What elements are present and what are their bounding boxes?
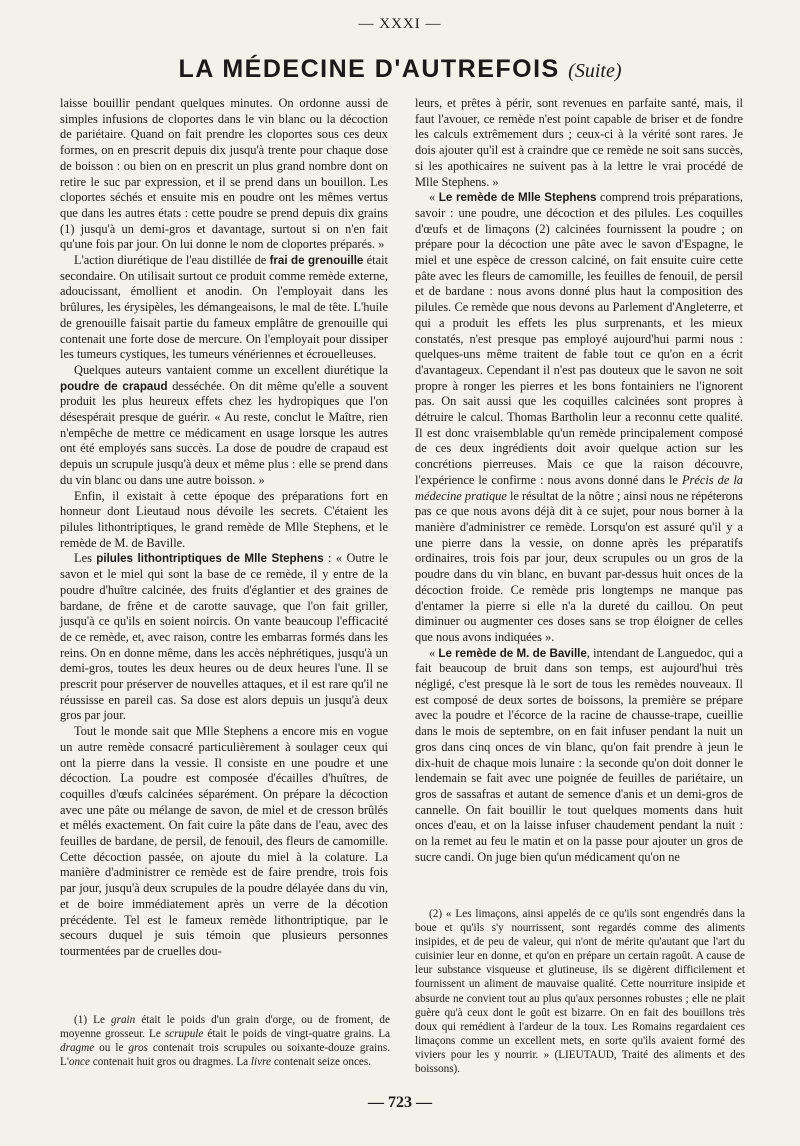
text: était secondaire. On utilisait surtout ce produit comme remède externe, adoucissant, émollient et anodin. On l'employait dans les brûlures, les érysipèles, les démangeaisons, le mal de tête. L'huile de grenouille faisait partie du fameux emplâtre de grenouille qui contenait une forte dose de mercure. On l'employait pour dissiper les tumeurs cystiques, les tumeurs vénériennes et écrouelleuses. bbox=[60, 253, 388, 362]
italic-term: livre bbox=[250, 1056, 272, 1069]
left-column bbox=[60, 96, 388, 960]
text: contenait seize onces. bbox=[271, 1056, 372, 1069]
text: contenait huit gros ou dragmes. La bbox=[89, 1056, 251, 1069]
footnote-text bbox=[60, 1013, 390, 1069]
paragraph bbox=[60, 551, 388, 724]
text: (1) Le bbox=[74, 1014, 111, 1026]
text: était le poids de vingt-quatre grains. La bbox=[203, 1028, 390, 1041]
italic-term: scrupule bbox=[164, 1028, 204, 1041]
paragraph: laisse bouillir pendant quelques minutes. On ordonne aussi de simples infusions de cloportes dans le vin blanc ou la décoction de pariétaire. Quand on fait prendre les cloportes sous ces deux formes, on en prescrit depuis dix jusqu'à trente pour chaque dose de boisson : ou bien on en prescrit un plus grand nombre dont on retire le suc par expression, et il se prend dans un bouillon. Les cloportes séchés et ensuite mis en poudre ont les mêmes vertus que dans les autres états : cette poudre se prend depuis dix grains (1) jusqu'à un demi-gros et davantage, surtout si on n'en fait qu'une fois par jour. On lui donne le nom de cloportes préparés. » bbox=[60, 96, 388, 252]
bold-term: Le remède de Mlle Stephens bbox=[438, 191, 597, 205]
footnote-2 bbox=[415, 907, 745, 1076]
roman-folio: — XXXI — bbox=[358, 16, 442, 32]
paragraph: leurs, et prêtes à périr, sont revenues en parfaite santé, mais, il faut l'avouer, ce remède n'est point capable de briser et de fondre les calculs extrêmement durs ; ceux-ci à la vérité sont rares. Je dois ajouter qu'il est à craindre que ce remède ne soit sans succès, si les apothicaires ne suivent pas à la lettre le vrai procédé de Mlle Stephens. » bbox=[415, 96, 743, 189]
text: « bbox=[429, 190, 439, 205]
paragraph bbox=[60, 253, 388, 363]
page-title bbox=[0, 55, 800, 84]
title-text: LA MÉDECINE D'AUTREFOIS bbox=[178, 55, 560, 83]
paragraph bbox=[415, 190, 743, 645]
paragraph bbox=[60, 363, 388, 489]
italic-term: gros bbox=[128, 1042, 148, 1055]
footnote-1 bbox=[60, 1013, 390, 1069]
text: ou le bbox=[94, 1042, 129, 1055]
italic-term: once bbox=[68, 1056, 90, 1069]
paragraph: Enfin, il existait à cette époque des préparations fort en honneur dont Lieutaud nous dévoile les secrets. C'étaient les pilules lithontriptiques, le grand remède de Mlle Stephens, et le remède de M. de Baville. bbox=[60, 488, 388, 550]
bold-term: Le remède de M. de Baville bbox=[438, 646, 587, 660]
text: desséchée. On dit même qu'elle a souvent produit les plus heureux effets chez les hydropiques que l'on désespérait presque de guérir. « Au reste, conclut le Maître, rien n'empêche de mettre ce médicament en usage lorsque les autres ont été employés sans succès. La dose de poudre de crapaud est depuis un scrupule jusqu'à deux et même plus : elle se prend dans du vin blanc ou dans une autre boisson. » bbox=[60, 378, 388, 487]
bold-term: poudre de crapaud bbox=[60, 379, 168, 393]
bold-term: pilules lithontriptiques de Mlle Stephens bbox=[96, 552, 324, 566]
italic-term: dragme bbox=[60, 1042, 95, 1055]
italic-title: Précis de la médecine pratique bbox=[415, 472, 743, 503]
bold-term: frai de grenouille bbox=[269, 254, 364, 268]
text: : « Outre le savon et le miel qui sont la base de ce remède, il y entre de la poudre d'huître calcinée, des fruits d'églantier et des graines de bardane, de frêne et de carotte sauvage, que l'on fait griller, jusqu'à ce qu'ils en soient noircis. On vante beaucoup l'efficacité de ce remède, et, avec raison, contre les embarras formés dans les reins. On en donne même, dans les accès néphrétiques, jusqu'à un demi-gros, toutes les deux heures ou de deux heures l'une. Il se prescrit pour préserver de nouvelles attaques, et il est rare qu'il ne réussisse en pareil cas. Sa dose est alors depuis un jusqu'à deux gros par jour. bbox=[60, 551, 388, 723]
italic-term: grain bbox=[111, 1014, 136, 1026]
page-number: — 723 — bbox=[368, 1094, 432, 1111]
paragraph bbox=[415, 646, 743, 866]
text: , intendant de Languedoc, qui a fait beaucoup de bruit dans son temps, est aujourd'hui très négligé, c'est presque là le sort de tous les remèdes nouveaux. Il est composé de deux sortes de boissons, la première se prépare avec la poudre et l'écorce de la racine de chausse-trape, cueillie dans le mois de septembre, on en fait infuser pendant la nuit un gros dans cinq onces de vin blanc, qu'on fait prendre à jeun le dix-huit de chaque mois lunaire : la seconde qu'on doit donner le lendemain se fait avec une poignée de feuilles de pariétaire, un gros de sassafras et autant de semence d'anis et un demi-gros de cannelle. On fait bouillir le tout quelques moments dans huit onces d'eau, et on la laisse infuser chaudement pendant la nuit : on la remet au feu le matin et on la passe pour ajouter un gros de sucre candi. On juge bien qu'un médicament qu'on ne bbox=[415, 645, 743, 864]
text: Quelques auteurs vantaient comme un excellent diurétique la bbox=[74, 362, 388, 377]
right-column bbox=[415, 96, 743, 865]
footnote-text: (2) « Les limaçons, ainsi appelés de ce qu'ils sont engendrés dans la boue et qu'ils s'y nourrissent, sont regardés comme des aliments insipides, et de peu de valeur, qui n'ont de mérite qu'autant que l'art du cuisinier leur en donne, et qu'on en prépare un certain ragoût. A cause de leur substance visqueuse et glutineuse, ils se digèrent difficilement et fournissent un aliment de mauvaise qualité. Cette nourriture insipide et absurde ne convient tout au plus qu'aux personnes robustes ; elle ne plait guère qu'à ceux dont le goût est bizarre. On en fait des bouillons très doux qui remédient à l'ardeur de la toux. Les Romains regardaient ces limaçons comme un excellent mets, en sorte qu'ils avaient formé des viviers pour les y nourrir. » (LIEUTAUD, Traité des aliments et des boissons). bbox=[415, 908, 745, 1076]
text: L'action diurétique de l'eau distillée de bbox=[74, 253, 270, 268]
text: comprend trois préparations, savoir : une poudre, une décoction et des pilules. Les coquilles d'œufs et de limaçons (2) calcinées fournissent la poudre ; on prépare pour la décoction une pâte avec le savon d'Espagne, le miel et une espèce de cresson calciné, on fait ensuite cuire cette pâte avec les fleurs de camomille, les feuilles de fenouil, de persil et de bardane : nous avons donné plus haut la composition des pilules. Ce remède que nous devons au Parlement d'Angleterre, et qui a produit les effets les plus surprenants, et les mieux constatés, n'est presque pas employé aujourd'hui parmi nous : quelques-uns même traitent de fable tout ce qu'on en a écrit d'avantageux. Cependant il n'est pas douteux que le savon ne soit propre à ronger les pierres et les bons fontainiers ne l'ignorent pas. On sait aussi que les coquilles calcinées sont propres à détruire le calcul. Thomas Bartholin leur a reconnu cette qualité. Il est donc vraisemblable qu'un remède principalement composé de ces deux ingrédients doit avoir quelque action sur les concrétions pierreuses. Mais ce que la raison découvre, l'expérience le confirme : nous avons donné dans le bbox=[415, 190, 744, 487]
text: était le poids d'un grain d'orge, ou de froment, de moyenne grosseur. Le bbox=[60, 1014, 390, 1041]
text: « bbox=[429, 645, 439, 660]
text: contenait trois scrupules ou soixante-douze grains. L' bbox=[60, 1042, 390, 1069]
text: Les bbox=[74, 551, 97, 566]
paragraph: Tout le monde sait que Mlle Stephens a encore mis en vogue un autre remède consacré particulièrement à soulager ceux qui ont la pierre dans la vessie. Il consiste en une poudre et une décoction. La poudre est composée d'écailles d'huîtres, de coquilles d'œufs calcinées séparément. On prépare la décoction avec une pâte ou mélange de savon, de miel et de cresson brûlés et mêlés exactement. On fait cuire la pâte dans de l'eau, avec des feuilles de bardane, de persil, de fenouil, des fleurs de camomille. Cette décoction passée, on ajoute du miel à la colature. La manière d'administrer ce remède est de faire prendre, trois fois par jour, jusqu'à deux scrupules de la poudre délayée dans du vin, et de boire immédiatement après un verre de la décotion précédente. Tel est le fameux remède lithontriptique, par le secours duquel je suis témoin que plusieurs personnes tourmentées par de cruelles dou- bbox=[60, 724, 388, 958]
title-suite: (Suite) bbox=[568, 60, 622, 82]
text: le résultat de la nôtre ; ainsi nous ne répéterons pas ce que nous avons déjà dit à ce sujet, pour nous borner à la manière d'administrer ce remède. Lorsqu'on est assuré qu'il y a une pierre dans la vessie, on donne après les préparatifs ordinaires, trois fois par jour, deux scrupules ou un gros de la poudre dans du vin blanc, en buvant par-dessus huit onces de la décoction froide. Ce remède pris longtemps ne manque pas d'entamer la pierre si elle n'a la dureté du caillou. On peut diminuer ou augmenter ces doses sans se trop éloigner de celles que nous avons indiquées ». bbox=[415, 488, 743, 644]
